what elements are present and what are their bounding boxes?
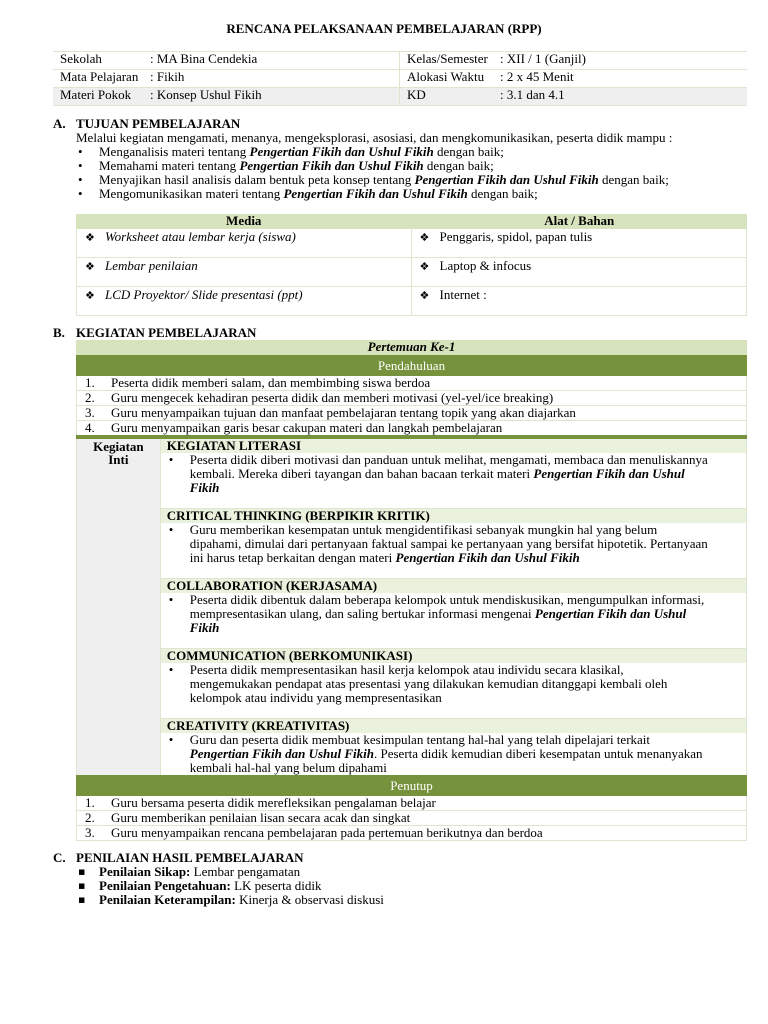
objectives-intro: Melalui kegiatan mengamati, menanya, mengeksplorasi, asosiasi, dan mengkomunikasikan, peserta didik mampu : (76, 130, 673, 145)
info-value: : Fikih (150, 69, 185, 84)
info-label: Kelas/Semester (407, 51, 488, 66)
square-bullet-icon: ▪ (78, 865, 86, 878)
core-subheading: KEGIATAN LITERASI (161, 439, 746, 453)
info-row (53, 88, 747, 106)
info-label: Mata Pelajaran (60, 69, 139, 84)
info-label: Materi Pokok (60, 87, 132, 102)
info-value: : 2 x 45 Menit (500, 69, 574, 84)
tool-item: Penggaris, spidol, papan tulis (439, 229, 593, 244)
core-text: • Peserta didik diberi motivasi dan panduan untuk melihat, mengamati, membaca dan menuliskannya kembali. Mereka diberi tayangan dan bahan bacaan terkait materi Pengertian Fikih dan Ushul Fikih (161, 453, 746, 509)
closing-band: Penutup (76, 775, 747, 796)
list-item: • Mengomunikasikan materi tentang Pengertian Fikih dan Ushul Fikih dengan baik; (78, 186, 538, 201)
list-item: • Menganalisis materi tentang Pengertian Fikih dan Ushul Fikih dengan baik; (78, 144, 504, 159)
core-body (161, 439, 746, 775)
list-item: ▪ Penilaian Pengetahuan: LK peserta didik (78, 878, 322, 893)
section-c-heading: C. PENILAIAN HASIL PEMBELAJARAN (53, 850, 304, 865)
document-title: RENCANA PELAKSANAAN PEMBELAJARAN (RPP) (226, 21, 542, 36)
section-a-heading: A. TUJUAN PEMBELAJARAN (53, 116, 241, 131)
media-item: Worksheet atau lembar kerja (siswa) (105, 229, 296, 244)
info-table (53, 51, 747, 106)
table-row: 1. Peserta didik memberi salam, dan membimbing siswa berdoa (76, 376, 747, 391)
assessment-list (76, 865, 384, 907)
table-row (76, 229, 747, 258)
core-text: • Guru memberikan kesempatan untuk mengidentifikasi sebanyak mungkin hal yang belum dipahami, dimulai dari pertanyaan faktual sampai ke pertanyaan yang bersifat hipotetik. Pertanyaan ini harus tetap berkaitan dengan materi Pengertian Fikih dan Ushul Fikih (161, 523, 746, 579)
opening-band: Pendahuluan (76, 355, 747, 376)
media-item: Lembar penilaian (105, 258, 198, 273)
table-row (76, 287, 747, 316)
info-row (53, 52, 747, 70)
diamond-bullet-icon: ❖ (85, 260, 95, 273)
meeting-label: Pertemuan Ke-1 (76, 340, 747, 355)
list-item: • Menyajikan hasil analisis dalam bentuk peta konsep tentang Pengertian Fikih dan Ushul Fikih dengan baik; (78, 172, 669, 187)
list-item: • Memahami materi tentang Pengertian Fikih dan Ushul Fikih dengan baik; (78, 158, 494, 173)
info-label: Sekolah (60, 51, 102, 66)
diamond-bullet-icon: ❖ (419, 289, 430, 302)
core-subheading: COMMUNICATION (BERKOMUNIKASI) (161, 649, 746, 663)
core-text: • Peserta didik mempresentasikan hasil kerja kelompok atau individu secara klasikal, mengemukakan pendapat atas presentasi yang dilakukan kemudian ditanggapi kembali oleh kelompok atau individu yang mempresentasikan (161, 663, 746, 719)
media-column-header: Media (226, 213, 262, 228)
list-item: ▪ Penilaian Sikap: Lembar pengamatan (78, 864, 301, 879)
info-label: Alokasi Waktu (407, 69, 485, 84)
core-subheading: COLLABORATION (KERJASAMA) (161, 579, 746, 593)
tools-column-header: Alat / Bahan (544, 213, 615, 228)
core-text: • Peserta didik dibentuk dalam beberapa kelompok untuk mendiskusikan, mengumpulkan informasi, mempresentasikan ulang, dan saling bertukar informasi mengenai Pengertian Fikih dan Ushul Fikih (161, 593, 746, 649)
tool-item: Internet : (439, 287, 487, 302)
info-label: KD (407, 87, 426, 102)
diamond-bullet-icon: ❖ (85, 289, 95, 302)
table-row: 3. Guru menyampaikan tujuan dan manfaat pembelajaran tentang topik yang akan diajarkan (76, 406, 747, 421)
square-bullet-icon: ▪ (78, 879, 86, 892)
core-activities (76, 439, 747, 775)
square-bullet-icon: ▪ (78, 893, 86, 906)
diamond-bullet-icon: ❖ (419, 260, 430, 273)
media-table (76, 214, 747, 316)
section-b-heading: B. KEGIATAN PEMBELAJARAN (53, 325, 257, 340)
diamond-bullet-icon: ❖ (419, 231, 430, 244)
core-label: Kegiatan Inti (77, 439, 161, 775)
info-value: : XII / 1 (Ganjil) (500, 51, 586, 66)
media-item: LCD Proyektor/ Slide presentasi (ppt) (105, 287, 303, 302)
table-row: 3. Guru menyampaikan rencana pembelajaran pada pertemuan berikutnya dan berdoa (76, 826, 747, 841)
core-text: • Guru dan peserta didik membuat kesimpulan tentang hal-hal yang telah dipelajari terkait Pengertian Fikih dan Ushul Fikih. Peserta didik kemudian diberi kesempatan untuk menanyakan kembali hal-hal yang belum dipahami (168, 732, 703, 775)
table-row (76, 258, 747, 287)
tool-item: Laptop & infocus (439, 258, 532, 273)
table-row: 4. Guru menyampaikan garis besar cakupan materi dan langkah pembelajaran (76, 421, 747, 435)
info-row (53, 70, 747, 88)
table-row: 2. Guru mengecek kehadiran peserta didik dan memberi motivasi (yel-yel/ice breaking) (76, 391, 747, 406)
info-value: : Konsep Ushul Fikih (150, 87, 262, 102)
activities-table (76, 340, 747, 841)
list-item: ▪ Penilaian Keterampilan: Kinerja & observasi diskusi (78, 892, 384, 907)
table-row: 2. Guru memberikan penilaian lisan secara acak dan singkat (76, 811, 747, 826)
table-row: 1. Guru bersama peserta didik merefleksikan pengalaman belajar (76, 796, 747, 811)
core-subheading: CREATIVITY (KREATIVITAS) (161, 719, 746, 733)
objectives-list (76, 145, 669, 201)
media-table-header (76, 214, 747, 229)
diamond-bullet-icon: ❖ (85, 231, 95, 244)
info-value: : MA Bina Cendekia (150, 51, 258, 66)
core-subheading: CRITICAL THINKING (BERPIKIR KRITIK) (161, 509, 746, 523)
info-value: : 3.1 dan 4.1 (500, 87, 565, 102)
